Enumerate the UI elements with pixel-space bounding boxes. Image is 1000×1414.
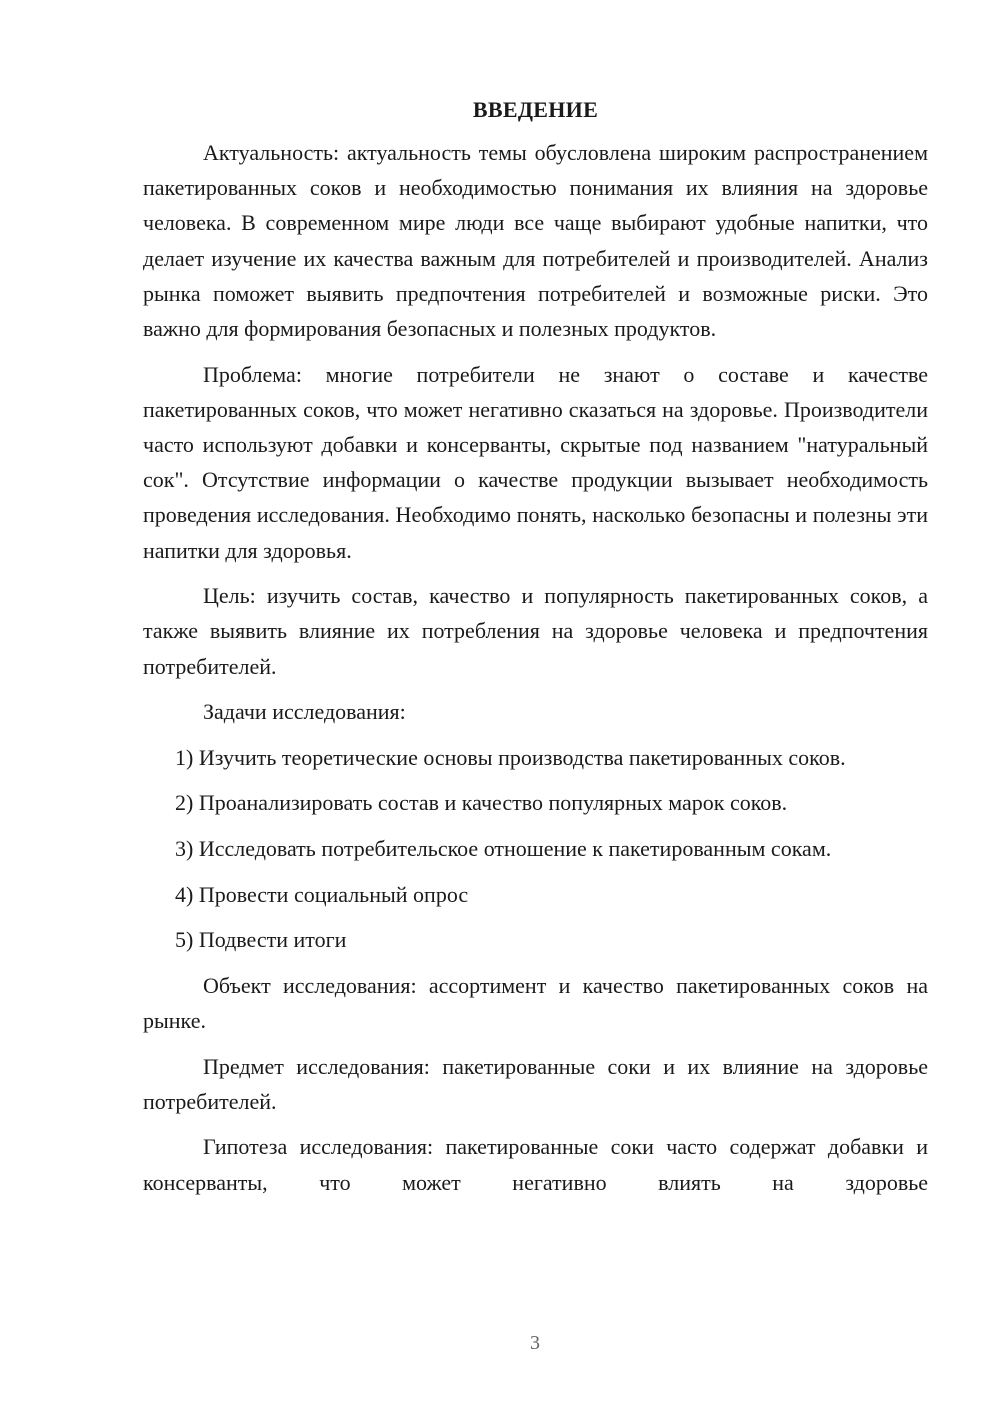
task-item-1: 1) Изучить теоретические основы производства пакетированных соков. bbox=[175, 744, 846, 770]
paragraph-hypothesis: Гипотеза исследования: пакетированные соки часто содержат добавки и консерванты, что может негативно влиять на здоровье bbox=[143, 1134, 928, 1195]
document-page bbox=[143, 92, 928, 1200]
tasks-heading: Задачи исследования: bbox=[203, 699, 406, 725]
task-item-5: 5) Подвести итоги bbox=[175, 927, 347, 953]
paragraph-problem: Проблема: многие потребители не знают о составе и качестве пакетированных соков, что может негативно сказаться на здоровье. Производители часто используют добавки и консерванты, скрытые под названием "натуральный сок". Отсутствие информации о качестве продукции вызывает необходимость проведения исследования. Необходимо понять, насколько безопасны и полезны эти напитки для здоровья. bbox=[143, 361, 928, 563]
section-title: ВВЕДЕНИЕ bbox=[472, 97, 599, 122]
paragraph-object: Объект исследования: ассортимент и качество пакетированных соков на рынке. bbox=[143, 972, 928, 1033]
task-item-3: 3) Исследовать потребительское отношение к пакетированным сокам. bbox=[175, 836, 832, 861]
task-item-2: 2) Проанализировать состав и качество популярных марок соков. bbox=[175, 790, 788, 816]
page-number: 3 bbox=[530, 1332, 540, 1354]
task-item-4: 4) Провести социальный опрос bbox=[175, 881, 469, 907]
paragraph-relevance: Актуальность: актуальность темы обусловлена широким распространением пакетированных соков и необходимостью понимания их влияния на здоровье человека. В современном мире люди все чаще выбирают удобные напитки, что делает изучение их качества важным для потребителей и производителей. Анализ рынка поможет выявить предпочтения потребителей и возможные риски. Это важно для формирования безопасных и полезных продуктов. bbox=[143, 140, 928, 342]
paragraph-subject: Предмет исследования: пакетированные соки и их влияние на здоровье потребителей. bbox=[143, 1053, 928, 1114]
paragraph-goal: Цель: изучить состав, качество и популярность пакетированных соков, а также выявить влияние их потребления на здоровье человека и предпочтения потребителей. bbox=[143, 583, 928, 679]
